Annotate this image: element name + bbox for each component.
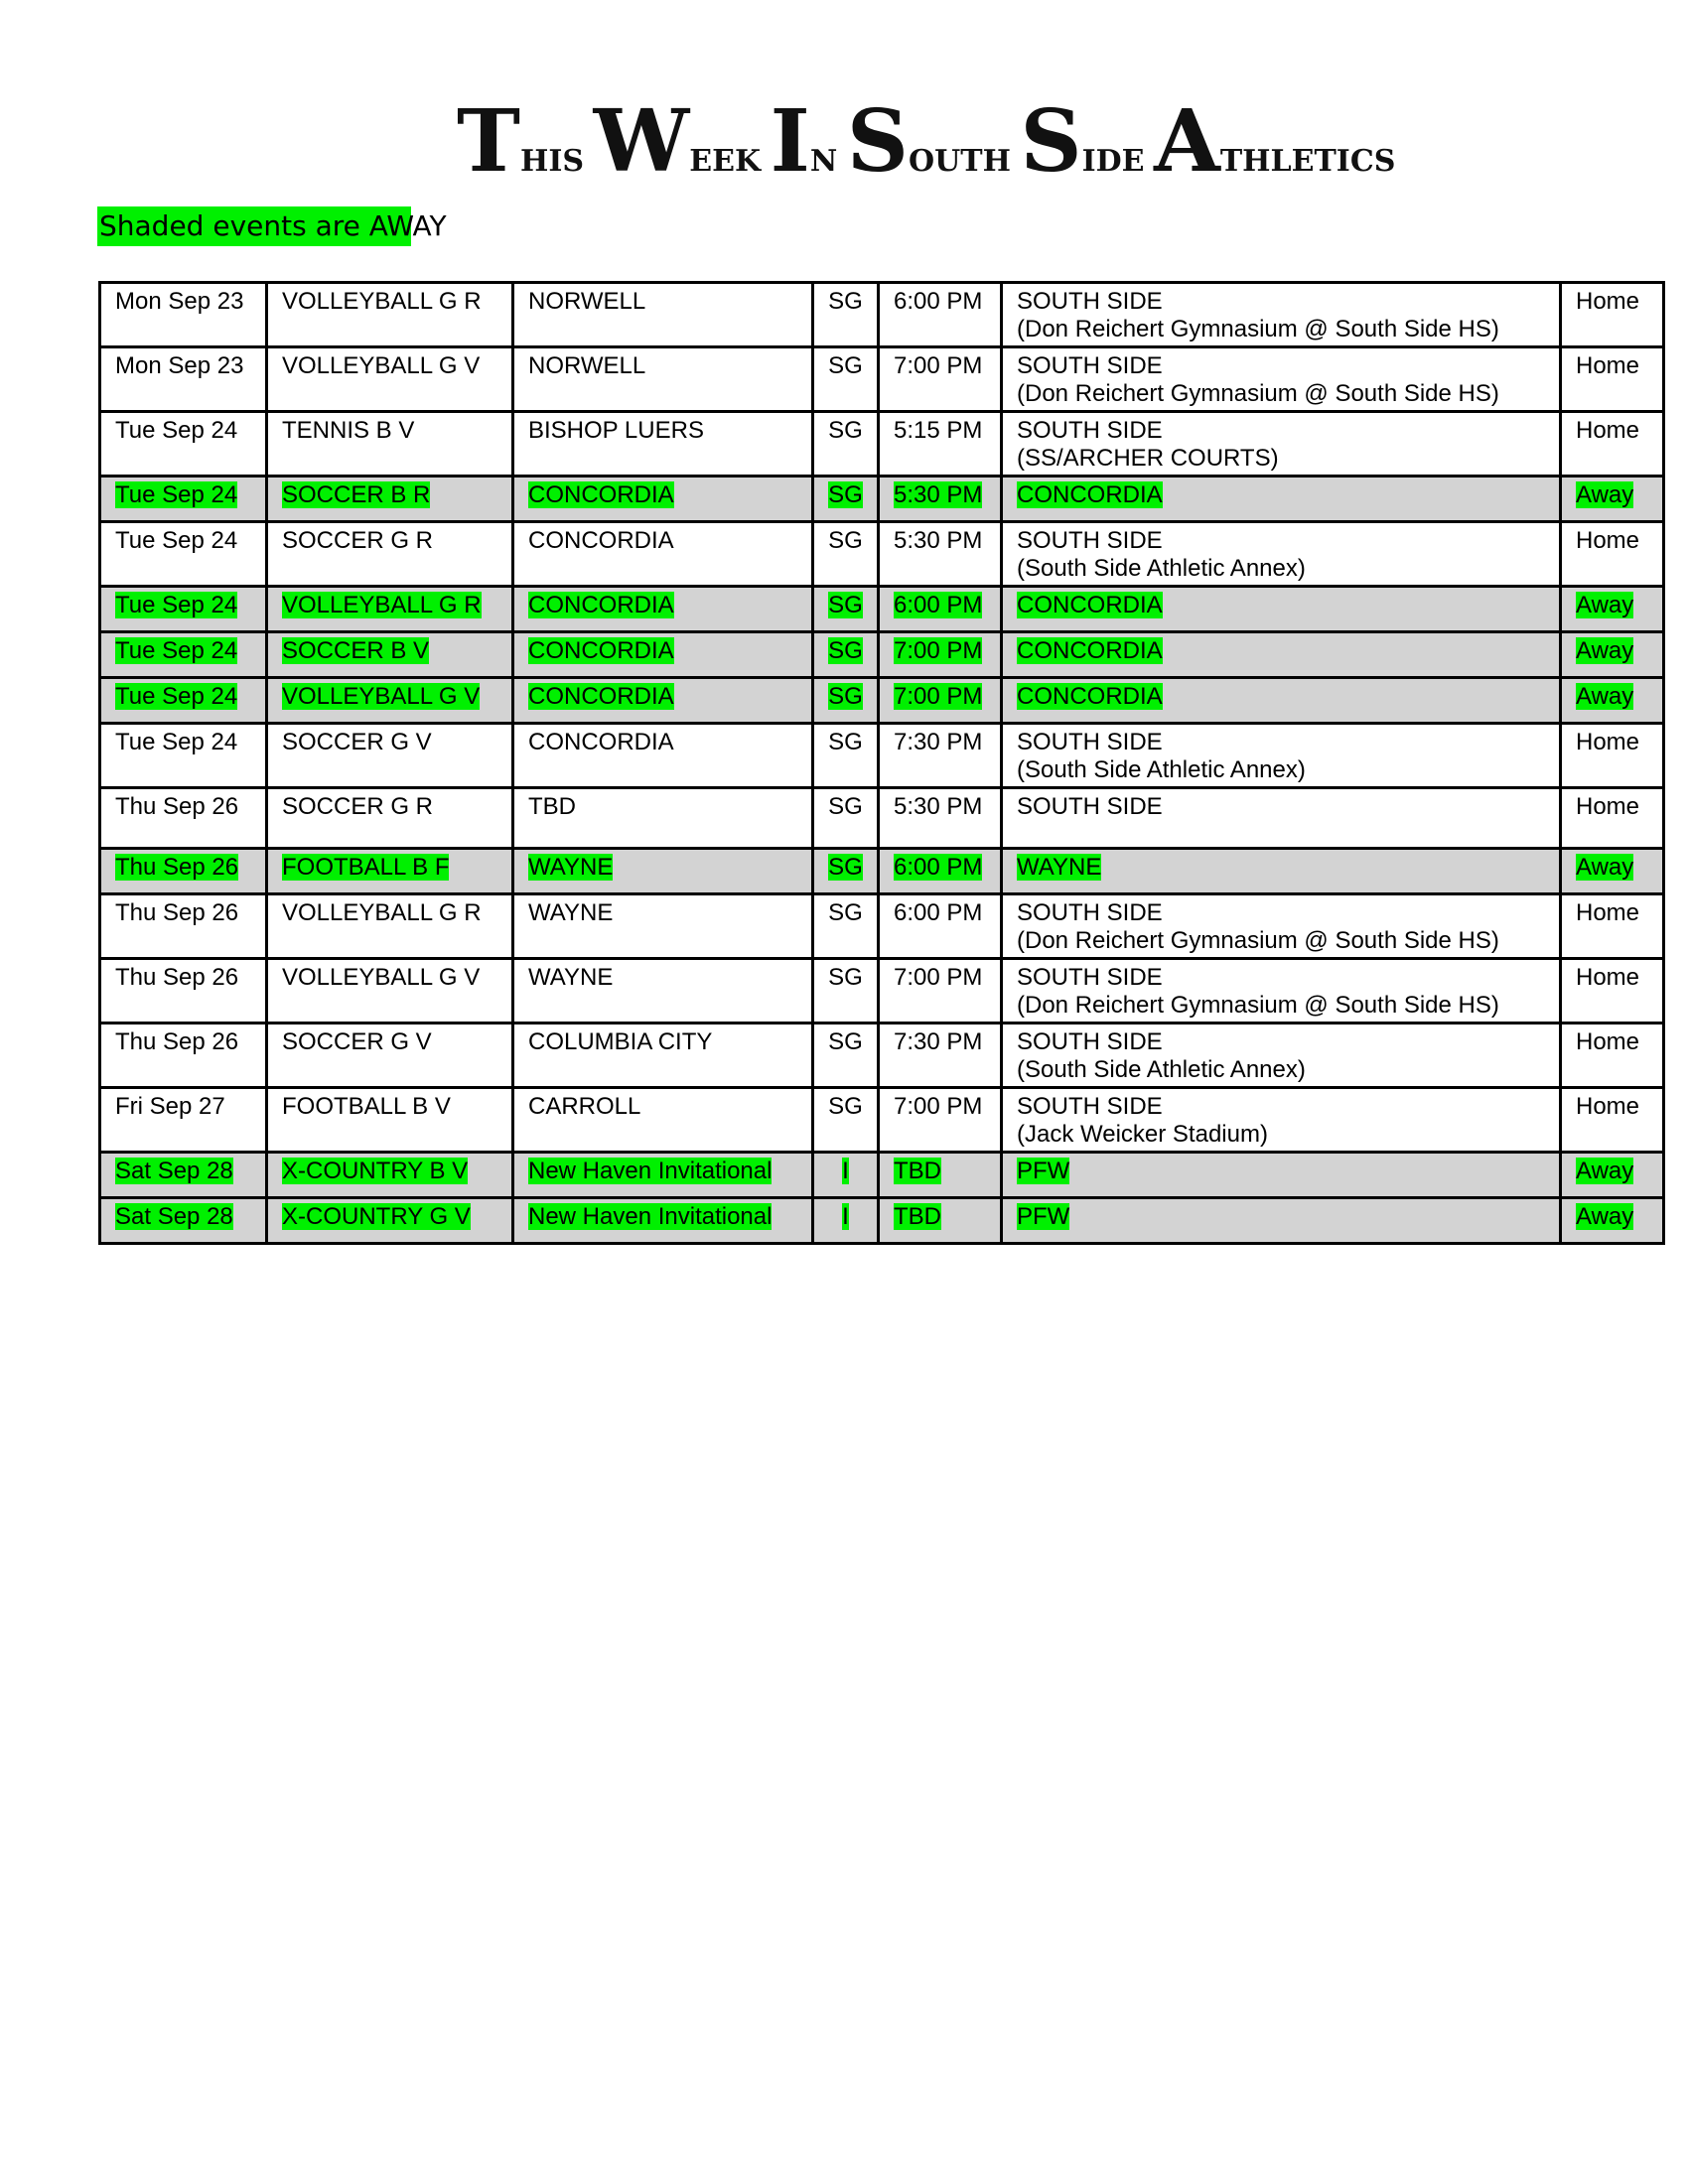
home-away-text: Away — [1576, 854, 1634, 881]
home-away-text: Away — [1576, 1203, 1634, 1230]
location-text: SOUTH SIDE — [1017, 793, 1163, 820]
location-text: SOUTH SIDE — [1017, 729, 1163, 755]
location-cell — [1002, 678, 1561, 724]
opponent-text: CONCORDIA — [528, 729, 674, 755]
time-text: TBD — [894, 1203, 941, 1230]
location-cell — [1002, 894, 1561, 959]
location-text: WAYNE — [1017, 854, 1102, 881]
time-text: 7:00 PM — [894, 637, 983, 664]
location-text: SOUTH SIDE — [1017, 1028, 1163, 1055]
date-cell — [100, 849, 267, 894]
venue-text: (South Side Athletic Annex) — [1017, 756, 1306, 783]
date-text: Tue Sep 24 — [115, 417, 238, 444]
sport-cell — [267, 1153, 513, 1198]
time-text: TBD — [894, 1158, 941, 1184]
opponent-cell — [513, 412, 813, 477]
page-title — [457, 91, 1399, 192]
date-text: Tue Sep 24 — [115, 481, 238, 508]
date-text: Thu Sep 26 — [115, 1028, 239, 1055]
home-away-cell — [1561, 283, 1664, 347]
game-type-text: SG — [828, 592, 863, 618]
time-cell — [879, 788, 1002, 849]
location-text: SOUTH SIDE — [1017, 417, 1163, 444]
game-type-cell — [813, 632, 879, 678]
time-cell — [879, 522, 1002, 587]
location-cell — [1002, 1153, 1561, 1198]
home-away-text: Home — [1576, 964, 1640, 991]
title-word: ATHLETICS — [1154, 91, 1396, 192]
schedule-row-away — [100, 477, 1664, 522]
location-cell — [1002, 1198, 1561, 1244]
time-text: 6:00 PM — [894, 899, 983, 926]
date-cell — [100, 724, 267, 788]
time-cell — [879, 678, 1002, 724]
time-cell — [879, 1088, 1002, 1153]
game-type-cell — [813, 849, 879, 894]
opponent-cell — [513, 1198, 813, 1244]
location-cell — [1002, 1088, 1561, 1153]
location-cell — [1002, 477, 1561, 522]
schedule-row-away — [100, 678, 1664, 724]
game-type-text: SG — [828, 527, 863, 554]
location-cell — [1002, 849, 1561, 894]
time-cell — [879, 959, 1002, 1024]
home-away-cell — [1561, 522, 1664, 587]
game-type-cell — [813, 347, 879, 412]
date-text: Mon Sep 23 — [115, 352, 244, 379]
opponent-cell — [513, 849, 813, 894]
time-cell — [879, 347, 1002, 412]
sport-text: VOLLEYBALL G V — [282, 352, 481, 379]
location-text: PFW — [1017, 1158, 1070, 1184]
opponent-cell — [513, 724, 813, 788]
sport-cell — [267, 632, 513, 678]
home-away-text: Home — [1576, 288, 1640, 315]
schedule-row-away — [100, 587, 1664, 632]
sport-cell — [267, 587, 513, 632]
date-text: Tue Sep 24 — [115, 637, 238, 664]
opponent-cell — [513, 678, 813, 724]
schedule-row-away — [100, 1153, 1664, 1198]
time-text: 5:30 PM — [894, 527, 983, 554]
opponent-text: CONCORDIA — [528, 637, 674, 664]
home-away-text: Home — [1576, 899, 1640, 926]
date-cell — [100, 1024, 267, 1088]
date-cell — [100, 894, 267, 959]
date-text: Sat Sep 28 — [115, 1158, 233, 1184]
opponent-text: NORWELL — [528, 352, 646, 379]
location-text: CONCORDIA — [1017, 637, 1163, 664]
schedule-row-home — [100, 283, 1664, 347]
home-away-cell — [1561, 678, 1664, 724]
opponent-cell — [513, 477, 813, 522]
game-type-text: SG — [828, 1093, 863, 1120]
home-away-text: Home — [1576, 527, 1640, 554]
game-type-text: SG — [828, 417, 863, 444]
date-text: Thu Sep 26 — [115, 964, 239, 991]
location-cell — [1002, 724, 1561, 788]
sport-cell — [267, 412, 513, 477]
sport-text: FOOTBALL B F — [282, 854, 450, 881]
home-away-cell — [1561, 347, 1664, 412]
time-text: 5:15 PM — [894, 417, 983, 444]
opponent-text: CARROLL — [528, 1093, 641, 1120]
home-away-cell — [1561, 849, 1664, 894]
home-away-cell — [1561, 632, 1664, 678]
opponent-cell — [513, 788, 813, 849]
date-text: Tue Sep 24 — [115, 592, 238, 618]
sport-text: VOLLEYBALL G R — [282, 592, 482, 618]
title-word: SIDE — [1020, 91, 1145, 192]
location-cell — [1002, 283, 1561, 347]
venue-text: (South Side Athletic Annex) — [1017, 555, 1306, 582]
sport-text: VOLLEYBALL G R — [282, 288, 482, 315]
date-text: Mon Sep 23 — [115, 288, 244, 315]
time-text: 6:00 PM — [894, 288, 983, 315]
opponent-cell — [513, 587, 813, 632]
game-type-text: SG — [828, 288, 863, 315]
sport-cell — [267, 283, 513, 347]
sport-text: SOCCER G R — [282, 527, 434, 554]
location-text: SOUTH SIDE — [1017, 964, 1163, 991]
home-away-cell — [1561, 477, 1664, 522]
game-type-cell — [813, 412, 879, 477]
sport-cell — [267, 347, 513, 412]
sport-text: SOCCER B R — [282, 481, 431, 508]
location-text: CONCORDIA — [1017, 683, 1163, 710]
game-type-text: SG — [828, 637, 863, 664]
date-cell — [100, 1153, 267, 1198]
sport-text: SOCCER G R — [282, 793, 434, 820]
opponent-text: NORWELL — [528, 288, 646, 315]
time-text: 7:30 PM — [894, 729, 983, 755]
opponent-text: WAYNE — [528, 964, 614, 991]
sport-cell — [267, 1198, 513, 1244]
time-cell — [879, 724, 1002, 788]
sport-cell — [267, 959, 513, 1024]
location-text: CONCORDIA — [1017, 592, 1163, 618]
game-type-text: SG — [828, 481, 863, 508]
home-away-text: Away — [1576, 481, 1634, 508]
date-cell — [100, 1088, 267, 1153]
opponent-cell — [513, 959, 813, 1024]
game-type-cell — [813, 788, 879, 849]
opponent-cell — [513, 1024, 813, 1088]
opponent-cell — [513, 894, 813, 959]
schedule-row-home — [100, 894, 1664, 959]
location-text: SOUTH SIDE — [1017, 899, 1163, 926]
location-cell — [1002, 522, 1561, 587]
opponent-cell — [513, 1088, 813, 1153]
schedule-row-home — [100, 724, 1664, 788]
home-away-cell — [1561, 724, 1664, 788]
home-away-text: Home — [1576, 1028, 1640, 1055]
game-type-text: SG — [828, 964, 863, 991]
game-type-text: SG — [828, 729, 863, 755]
home-away-cell — [1561, 788, 1664, 849]
date-text: Tue Sep 24 — [115, 683, 238, 710]
opponent-text: CONCORDIA — [528, 683, 674, 710]
date-cell — [100, 283, 267, 347]
schedule-row-away — [100, 632, 1664, 678]
game-type-cell — [813, 894, 879, 959]
date-cell — [100, 678, 267, 724]
schedule-row-home — [100, 1088, 1664, 1153]
sport-text: VOLLEYBALL G V — [282, 964, 481, 991]
time-text: 5:30 PM — [894, 481, 983, 508]
date-text: Sat Sep 28 — [115, 1203, 233, 1230]
sport-text: X-COUNTRY B V — [282, 1158, 469, 1184]
title-word: THIS — [457, 91, 585, 192]
date-cell — [100, 587, 267, 632]
game-type-cell — [813, 1198, 879, 1244]
date-cell — [100, 959, 267, 1024]
schedule-row-home — [100, 959, 1664, 1024]
game-type-cell — [813, 477, 879, 522]
opponent-text: TBD — [528, 793, 576, 820]
location-text: SOUTH SIDE — [1017, 527, 1163, 554]
date-cell — [100, 1198, 267, 1244]
time-text: 7:00 PM — [894, 352, 983, 379]
date-cell — [100, 522, 267, 587]
game-type-cell — [813, 283, 879, 347]
opponent-text: COLUMBIA CITY — [528, 1028, 713, 1055]
date-text: Tue Sep 24 — [115, 729, 238, 755]
date-text: Thu Sep 26 — [115, 793, 239, 820]
venue-text: (Don Reichert Gymnasium @ South Side HS) — [1017, 992, 1499, 1019]
location-cell — [1002, 412, 1561, 477]
date-cell — [100, 632, 267, 678]
date-text: Thu Sep 26 — [115, 854, 239, 881]
sport-text: SOCCER G V — [282, 729, 432, 755]
schedule-row-home — [100, 1024, 1664, 1088]
time-text: 5:30 PM — [894, 793, 983, 820]
location-cell — [1002, 788, 1561, 849]
date-text: Tue Sep 24 — [115, 527, 238, 554]
opponent-cell — [513, 522, 813, 587]
away-legend: Shaded events are AWAY — [97, 206, 411, 246]
schedule-row-away — [100, 849, 1664, 894]
venue-text: (Don Reichert Gymnasium @ South Side HS) — [1017, 927, 1499, 954]
schedule-body — [100, 283, 1664, 1244]
game-type-cell — [813, 1088, 879, 1153]
home-away-text: Home — [1576, 417, 1640, 444]
title-word: WEEK — [593, 91, 762, 192]
game-type-text: SG — [828, 683, 863, 710]
sport-cell — [267, 849, 513, 894]
opponent-cell — [513, 347, 813, 412]
time-text: 7:00 PM — [894, 1093, 983, 1120]
schedule-row-home — [100, 412, 1664, 477]
schedule-row-home — [100, 522, 1664, 587]
location-text: SOUTH SIDE — [1017, 352, 1163, 379]
home-away-cell — [1561, 959, 1664, 1024]
sport-cell — [267, 522, 513, 587]
location-cell — [1002, 1024, 1561, 1088]
sport-text: VOLLEYBALL G R — [282, 899, 482, 926]
game-type-text: SG — [828, 793, 863, 820]
sport-text: TENNIS B V — [282, 417, 415, 444]
time-cell — [879, 1153, 1002, 1198]
time-cell — [879, 412, 1002, 477]
home-away-text: Home — [1576, 729, 1640, 755]
sport-cell — [267, 1088, 513, 1153]
date-cell — [100, 412, 267, 477]
sport-cell — [267, 724, 513, 788]
opponent-cell — [513, 1153, 813, 1198]
time-cell — [879, 632, 1002, 678]
home-away-cell — [1561, 1153, 1664, 1198]
sport-cell — [267, 1024, 513, 1088]
game-type-cell — [813, 522, 879, 587]
date-text: Thu Sep 26 — [115, 899, 239, 926]
date-cell — [100, 788, 267, 849]
schedule-row-home — [100, 788, 1664, 849]
sport-cell — [267, 678, 513, 724]
game-type-cell — [813, 1024, 879, 1088]
time-cell — [879, 587, 1002, 632]
venue-text: (Jack Weicker Stadium) — [1017, 1121, 1268, 1148]
game-type-cell — [813, 724, 879, 788]
opponent-text: WAYNE — [528, 899, 614, 926]
game-type-text: SG — [828, 1028, 863, 1055]
time-cell — [879, 477, 1002, 522]
home-away-text: Home — [1576, 352, 1640, 379]
game-type-cell — [813, 1153, 879, 1198]
opponent-text: CONCORDIA — [528, 481, 674, 508]
date-cell — [100, 347, 267, 412]
location-text: SOUTH SIDE — [1017, 1093, 1163, 1120]
opponent-text: New Haven Invitational — [528, 1203, 773, 1230]
location-text: PFW — [1017, 1203, 1070, 1230]
home-away-text: Home — [1576, 793, 1640, 820]
home-away-cell — [1561, 1088, 1664, 1153]
time-text: 7:30 PM — [894, 1028, 983, 1055]
time-text: 7:00 PM — [894, 964, 983, 991]
title-word: IN — [770, 91, 838, 192]
opponent-text: BISHOP LUERS — [528, 417, 704, 444]
game-type-text: SG — [828, 899, 863, 926]
game-type-text: I — [842, 1203, 849, 1230]
time-text: 6:00 PM — [894, 592, 983, 618]
home-away-cell — [1561, 412, 1664, 477]
venue-text: (Don Reichert Gymnasium @ South Side HS) — [1017, 380, 1499, 407]
sport-text: X-COUNTRY G V — [282, 1203, 471, 1230]
location-text: CONCORDIA — [1017, 481, 1163, 508]
opponent-cell — [513, 632, 813, 678]
home-away-cell — [1561, 587, 1664, 632]
home-away-cell — [1561, 1198, 1664, 1244]
home-away-cell — [1561, 894, 1664, 959]
title-word: SOUTH — [846, 91, 1011, 192]
home-away-text: Away — [1576, 1158, 1634, 1184]
sport-text: VOLLEYBALL G V — [282, 683, 481, 710]
location-cell — [1002, 632, 1561, 678]
venue-text: (Don Reichert Gymnasium @ South Side HS) — [1017, 316, 1499, 342]
game-type-cell — [813, 587, 879, 632]
home-away-text: Away — [1576, 683, 1634, 710]
opponent-text: WAYNE — [528, 854, 614, 881]
opponent-text: CONCORDIA — [528, 592, 674, 618]
home-away-cell — [1561, 1024, 1664, 1088]
schedule-row-home — [100, 347, 1664, 412]
time-cell — [879, 1198, 1002, 1244]
opponent-cell — [513, 283, 813, 347]
date-cell — [100, 477, 267, 522]
schedule-table — [98, 281, 1665, 1245]
sport-cell — [267, 894, 513, 959]
venue-text: (SS/ARCHER COURTS) — [1017, 445, 1279, 472]
schedule-row-away — [100, 1198, 1664, 1244]
game-type-cell — [813, 678, 879, 724]
opponent-text: CONCORDIA — [528, 527, 674, 554]
game-type-text: SG — [828, 854, 863, 881]
game-type-cell — [813, 959, 879, 1024]
time-cell — [879, 1024, 1002, 1088]
location-cell — [1002, 587, 1561, 632]
venue-text: (South Side Athletic Annex) — [1017, 1056, 1306, 1083]
sport-text: FOOTBALL B V — [282, 1093, 451, 1120]
game-type-text: SG — [828, 352, 863, 379]
sport-cell — [267, 788, 513, 849]
time-cell — [879, 849, 1002, 894]
home-away-text: Home — [1576, 1093, 1640, 1120]
location-cell — [1002, 347, 1561, 412]
sport-text: SOCCER B V — [282, 637, 430, 664]
location-text: SOUTH SIDE — [1017, 288, 1163, 315]
time-text: 7:00 PM — [894, 683, 983, 710]
home-away-text: Away — [1576, 592, 1634, 618]
opponent-text: New Haven Invitational — [528, 1158, 773, 1184]
game-type-text: I — [842, 1158, 849, 1184]
time-cell — [879, 894, 1002, 959]
home-away-text: Away — [1576, 637, 1634, 664]
date-text: Fri Sep 27 — [115, 1093, 225, 1120]
sport-text: SOCCER G V — [282, 1028, 432, 1055]
sport-cell — [267, 477, 513, 522]
location-cell — [1002, 959, 1561, 1024]
time-text: 6:00 PM — [894, 854, 983, 881]
time-cell — [879, 283, 1002, 347]
